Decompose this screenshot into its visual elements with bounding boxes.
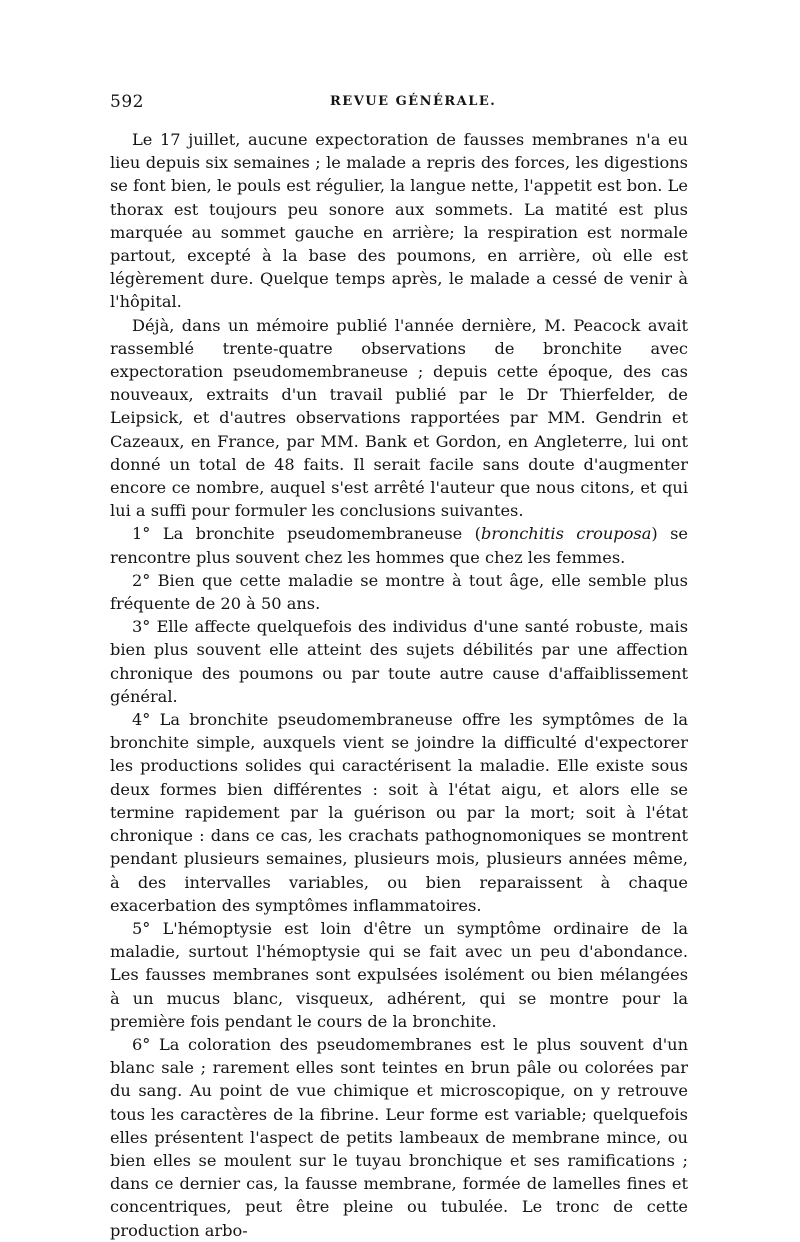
book-page — [110, 92, 688, 1242]
body-text — [110, 128, 688, 1242]
running-title: REVUE GÉNÉRALE. — [330, 94, 497, 109]
paragraph-conclusion-1 — [110, 522, 688, 568]
paragraph-observation-end: Le 17 juillet, aucune expectoration de fausses membranes n'a eu lieu depuis six semaines ; le malade a repris des forces, les digestions se font bien, le pouls est régulier, la langue nette, l'appetit est bon. Le thorax est toujours peu sonore aux sommets. La matité est plus marquée au sommet gauche en arrière; la respiration est normale partout, excepté à la base des poumons, en arrière, où elle est légèrement dure. Quelque temps après, le malade a cessé de venir à l'hôpital. — [110, 130, 688, 312]
conclusion-1-end: ) se rencontre plus souvent chez les hommes que chez les femmes. — [110, 524, 688, 567]
conclusion-1-start: 1° La bronchite pseudomembraneuse ( — [132, 524, 481, 544]
paragraph-conclusion-4: 4° La bronchite pseudomembraneuse offre les symptômes de la bronchite simple, auxquels vient se joindre la difficulté d'expectorer les productions solides qui caractérisent la maladie. Elle existe sous deux formes bien différentes : soit à l'état aigu, et alors elle se termine rapidement par la guérison ou par la mort; soit à l'état chronique : dans ce cas, les crachats pathognomoniques se montrent pendant plusieurs semaines, plusieurs mois, plusieurs années même, à des intervalles variables, ou bien reparaissent à chaque exacerbation des symptômes inflammatoires. — [110, 710, 688, 915]
paragraph-peacock-memoir: Déjà, dans un mémoire publié l'année dernière, M. Peacock avait rassemblé trente-quatre observations de bronchite avec expectoration pseudomembraneuse ; depuis cette époque, des cas nouveaux, extraits d'un travail publié par le Dr Thierfelder, de Leipsick, et d'autres observations rapportées par MM. Gendrin et Cazeaux, en France, par MM. Bank et Gordon, en Angleterre, lui ont donné un total de 48 faits. Il serait facile sans doute d'augmenter encore ce nombre, auquel s'est arrêté l'auteur que nous citons, et qui lui a suffi pour formuler les conclusions suivantes. — [110, 315, 688, 521]
page-header — [110, 92, 688, 122]
paragraph-conclusion-5: 5° L'hémoptysie est loin d'être un symptôme ordinaire de la maladie, surtout l'hémoptysie qui se fait avec un peu d'abondance. Les fausses membranes sont expulsées isolément ou bien mélangées à un mucus blanc, visqueux, adhérent, qui se montre pour la première fois pendant le cours de la bronchite. — [110, 918, 688, 1031]
paragraph-conclusion-2: 2° Bien que cette maladie se montre à tout âge, elle semble plus fréquente de 20 à 50 ans. — [110, 570, 688, 614]
paragraph-conclusion-6: 6° La coloration des pseudomembranes est le plus souvent d'un blanc sale ; rarement elles sont teintes en brun pâle ou colorées par du sang. Au point de vue chimique et microscopique, on y retrouve tous les caractères de la fibrine. Leur forme est variable; quelquefois elles présentent l'aspect de petits lambeaux de membrane mince, ou bien elles se moulent sur le tuyau bronchique et ses ramifications ; dans ce dernier cas, la fausse membrane, formée de lamelles fines et concentriques, peut être pleine ou tubulée. Le tronc de cette production arbo- — [110, 1034, 688, 1240]
latin-term: bronchitis crouposa — [480, 524, 652, 544]
paragraph-conclusion-3: 3° Elle affecte quelquefois des individus d'une santé robuste, mais bien plus souvent elle atteint des sujets débilités par une affection chronique des poumons ou par toute autre cause d'affaiblissement général. — [110, 617, 688, 706]
page-number: 592 — [110, 92, 144, 112]
